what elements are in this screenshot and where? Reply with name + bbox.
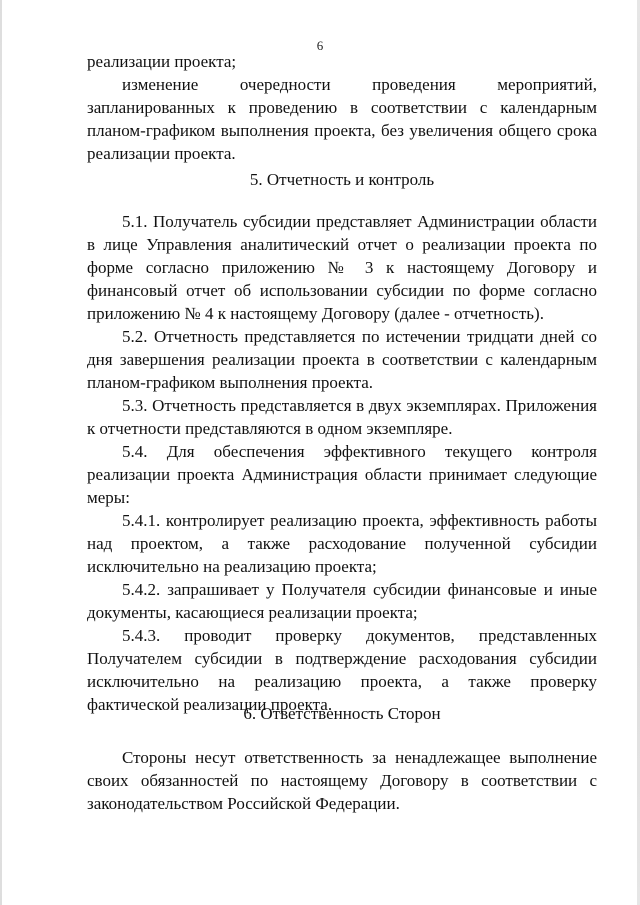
clause-5-4-3: 5.4.3. проводит проверку документов, представленных Получателем субсидии в подтверждение расходования субсидии исключительно на реализацию проекта, а также проверку фактической реализации проекта. bbox=[87, 626, 597, 714]
clause-5-3: 5.3. Отчетность представляется в двух экземплярах. Приложения к отчетности представляются в одном экземпляре. bbox=[87, 396, 597, 438]
page-number: 6 bbox=[316, 38, 324, 53]
section-6-body bbox=[87, 746, 597, 815]
section-6-heading-block bbox=[87, 702, 597, 725]
clause-5-4: 5.4. Для обеспечения эффективного текущего контроля реализации проекта Администрация области принимает следующие меры: bbox=[87, 442, 597, 507]
top-block bbox=[87, 50, 597, 165]
schedule-change-paragraph: изменение очередности проведения мероприятий, запланированных к проведению в соответствии с календарным планом-графиком выполнения проекта, без увеличения общего срока реализации проекта. bbox=[87, 75, 597, 163]
section-6-heading: 6. Ответственность Сторон bbox=[243, 704, 441, 723]
clause-5-1: 5.1. Получатель субсидии представляет Администрации области в лице Управления аналитический отчет о реализации проекта по форме согласно приложению № 3 к настоящему Договору и финансовый отчет об использовании субсидии по форме согласно приложению № 4 к настоящему Договору (далее - отчетность). bbox=[87, 212, 597, 323]
clause-5-4-2: 5.4.2. запрашивает у Получателя субсидии финансовые и иные документы, касающиеся реализации проекта; bbox=[87, 580, 597, 622]
section-5-heading: 5. Отчетность и контроль bbox=[249, 170, 435, 189]
clause-5-4-1: 5.4.1. контролирует реализацию проекта, эффективность работы над проектом, а также расходование полученной субсидии исключительно на реализацию проекта; bbox=[87, 511, 597, 576]
continuation-line: реализации проекта; bbox=[87, 52, 237, 71]
scan-edge-left bbox=[0, 0, 2, 905]
section-5-body bbox=[87, 210, 597, 716]
section-5-heading-block bbox=[87, 168, 597, 191]
clause-5-2: 5.2. Отчетность представляется по истечении тридцати дней со дня завершения реализации проекта в соответствии с календарным планом-графиком выполнения проекта. bbox=[87, 327, 597, 392]
section-6-paragraph: Стороны несут ответственность за ненадлежащее выполнение своих обязанностей по настоящему Договору в соответствии с законодательством Российской Федерации. bbox=[87, 748, 597, 813]
